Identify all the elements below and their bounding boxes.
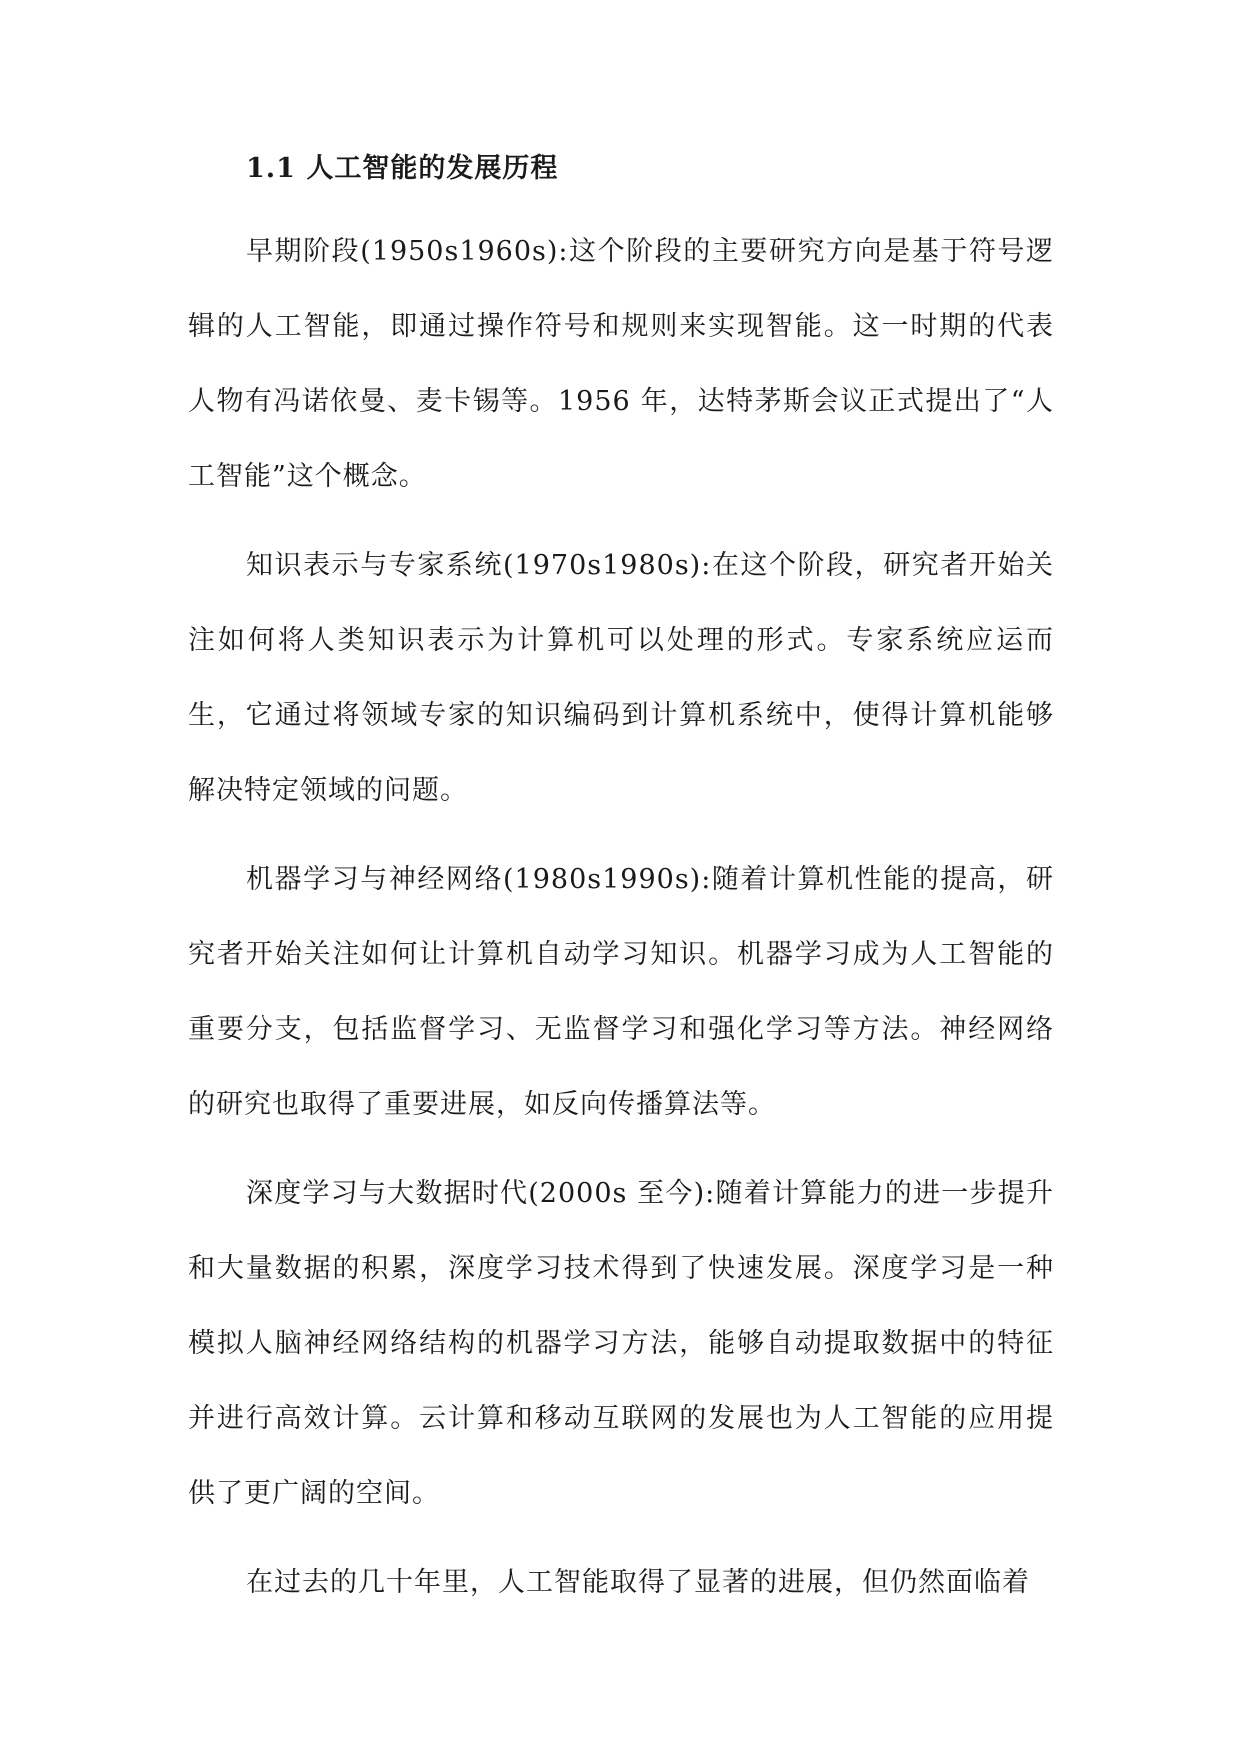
document-body <box>188 140 1054 1634</box>
section-heading: 1.1 人工智能的发展历程 <box>246 153 559 184</box>
paragraph-progress-summary: 在过去的几十年里，人工智能取得了显著的进展，但仍然面临着 <box>246 1567 1030 1598</box>
paragraph-early-stage: 早期阶段(1950s1960s):这个阶段的主要研究方向是基于符号逻辑的人工智能，即通过操作符号和规则来实现智能。这一时期的代表人物有冯诺依曼、麦卡锡等。1956 年，达特茅斯会议正式提出了“人工智能”这个概念。 <box>188 236 1054 492</box>
paragraph-machine-learning: 机器学习与神经网络(1980s1990s):随着计算机性能的提高，研究者开始关注如何让计算机自动学习知识。机器学习成为人工智能的重要分支，包括监督学习、无监督学习和强化学习等方法。神经网络的研究也取得了重要进展，如反向传播算法等。 <box>188 864 1054 1120</box>
paragraph-deep-learning: 深度学习与大数据时代(2000s 至今):随着计算能力的进一步提升和大量数据的积累，深度学习技术得到了快速发展。深度学习是一种模拟人脑神经网络结构的机器学习方法，能够自动提取数据中的特征并进行高效计算。云计算和移动互联网的发展也为人工智能的应用提供了更广阔的空间。 <box>188 1178 1054 1509</box>
paragraph-expert-systems: 知识表示与专家系统(1970s1980s):在这个阶段，研究者开始关注如何将人类知识表示为计算机可以处理的形式。专家系统应运而生，它通过将领域专家的知识编码到计算机系统中，使得计算机能够解决特定领域的问题。 <box>188 550 1054 806</box>
